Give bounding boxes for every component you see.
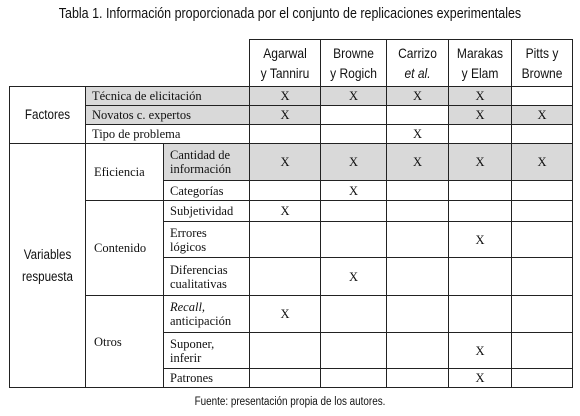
cell-mark (449, 181, 512, 201)
cell-mark (321, 333, 387, 369)
row-label: Recall, anticipación (164, 296, 250, 333)
table-row (10, 106, 573, 125)
cell-mark (449, 201, 512, 222)
cell-mark (387, 201, 449, 222)
row-label: Subjetividad (164, 201, 250, 222)
cell-mark (512, 369, 573, 388)
group-factores: Factores (10, 87, 86, 144)
subgroup-otros: Otros (86, 296, 164, 388)
row-label: Errores lógicos (164, 222, 250, 258)
cell-mark (250, 222, 321, 258)
cell-mark (512, 258, 573, 296)
cell-mark (387, 181, 449, 201)
cell-mark (449, 125, 512, 144)
cell-mark (387, 258, 449, 296)
cell-mark (250, 333, 321, 369)
cell-mark (321, 296, 387, 333)
row-label: Categorías (164, 181, 250, 201)
row-label: Tipo de problema (86, 125, 250, 144)
cell-mark: X (250, 144, 321, 181)
column-header-carrizo: Carrizo et al. (387, 40, 449, 87)
cell-mark (449, 258, 512, 296)
cell-mark (512, 87, 573, 106)
cell-mark (321, 369, 387, 388)
cell-mark (512, 296, 573, 333)
cell-mark (387, 369, 449, 388)
row-label: Diferencias cualitativas (164, 258, 250, 296)
cell-mark (250, 125, 321, 144)
column-header-marakas: Marakas y Elam (449, 40, 512, 87)
cell-mark: X (250, 87, 321, 106)
cell-mark (250, 181, 321, 201)
cell-mark: X (449, 87, 512, 106)
cell-mark: X (512, 106, 573, 125)
cell-mark (321, 125, 387, 144)
table-row (10, 144, 573, 181)
cell-mark (321, 201, 387, 222)
cell-mark: X (250, 201, 321, 222)
cell-mark: X (449, 369, 512, 388)
cell-mark (321, 222, 387, 258)
row-label: Cantidad de información (164, 144, 250, 181)
cell-mark (387, 333, 449, 369)
table-row (10, 296, 573, 333)
column-header-agarwal: Agarwal y Tanniru (250, 40, 321, 87)
cell-mark: X (321, 258, 387, 296)
row-label: Técnica de elicitación (86, 87, 250, 106)
group-variables-respuesta: Variables respuesta (10, 144, 86, 388)
cell-mark (512, 125, 573, 144)
table-caption: Tabla 1. Información proporcionada por el conjunto de replicaciones experimentales (58, 6, 522, 22)
table-row (10, 87, 573, 106)
table-row (10, 201, 573, 222)
cell-mark: X (250, 296, 321, 333)
column-header-pitts: Pitts y Browne (512, 40, 573, 87)
cell-mark: X (250, 106, 321, 125)
cell-mark: X (321, 181, 387, 201)
header-row (10, 40, 573, 87)
cell-mark (321, 106, 387, 125)
cell-mark: X (449, 106, 512, 125)
cell-mark: X (387, 144, 449, 181)
cell-mark: X (449, 144, 512, 181)
cell-mark (512, 222, 573, 258)
replications-table (9, 39, 573, 388)
cell-mark: X (512, 144, 573, 181)
row-label: Novatos c. expertos (86, 106, 250, 125)
cell-mark (387, 222, 449, 258)
row-label: Patrones (164, 369, 250, 388)
cell-mark (512, 333, 573, 369)
cell-mark: X (387, 87, 449, 106)
cell-mark (250, 258, 321, 296)
cell-mark: X (449, 222, 512, 258)
cell-mark (387, 296, 449, 333)
cell-mark (512, 181, 573, 201)
cell-mark (449, 296, 512, 333)
cell-mark: X (449, 333, 512, 369)
cell-mark: X (321, 87, 387, 106)
cell-mark: X (321, 144, 387, 181)
table-row (10, 125, 573, 144)
subgroup-eficiencia: Eficiencia (86, 144, 164, 201)
column-header-browne-rogich: Browne y Rogich (321, 40, 387, 87)
row-label: Suponer, inferir (164, 333, 250, 369)
cell-mark (250, 369, 321, 388)
cell-mark: X (387, 125, 449, 144)
table-source-note: Fuente: presentación propia de los autores. (194, 396, 386, 408)
subgroup-contenido: Contenido (86, 201, 164, 296)
cell-mark (387, 106, 449, 125)
cell-mark (512, 201, 573, 222)
